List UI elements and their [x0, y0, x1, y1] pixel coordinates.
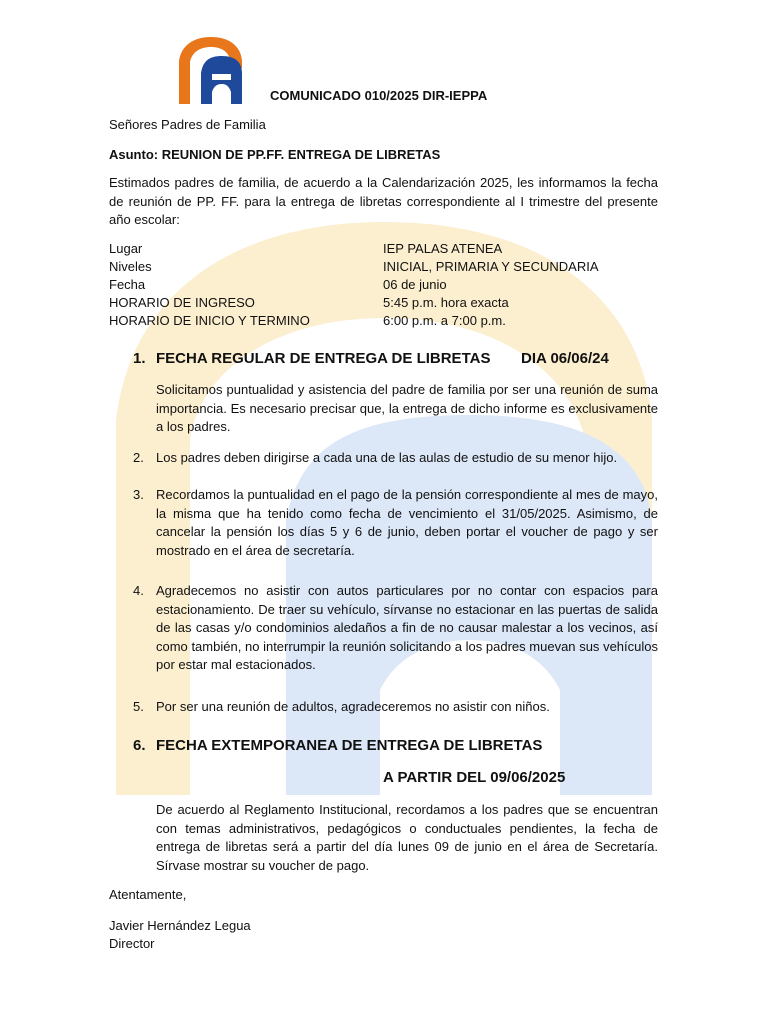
item-6-number: 6. [133, 737, 146, 754]
detail-value-lugar: IEP PALAS ATENEA [383, 241, 503, 256]
item-2-number: 2. [133, 450, 144, 465]
signature-role: Director [109, 936, 155, 951]
item-4-text: Agradecemos no asistir con autos particulares por no contar con espacios para estacionamiento. De traer su vehículo, sírvanse no estacionar en las puertas de salida de las casas y/o condominios aledaños a fin de no causar malestar a los vecinos, así como también, no interrumpir la reunión solicitando a los padres muevan sus vehículos por estar mal estacionados. [156, 583, 658, 672]
detail-label-fecha: Fecha [109, 277, 146, 292]
subject-line: Asunto: REUNION DE PP.FF. ENTREGA DE LIBRETAS [109, 147, 441, 162]
signature-name: Javier Hernández Legua [109, 918, 251, 933]
item-1-text: Solicitamos puntualidad y asistencia del padre de familia por ser una reunión de suma importancia. Es necesario precisar que, la entrega de dicho informe es exclusivamente a los padres. [156, 382, 658, 434]
item-1-heading: FECHA REGULAR DE ENTREGA DE LIBRETAS [156, 350, 491, 367]
detail-label-lugar: Lugar [109, 241, 143, 256]
school-logo [179, 37, 243, 105]
detail-value-ingreso: 5:45 p.m. hora exacta [383, 295, 509, 310]
intro-paragraph: Estimados padres de familia, de acuerdo a la Calendarización 2025, les informamos la fecha de reunión de PP. FF. para la entrega de libretas correspondiente al I trimestre del presente año escolar: [109, 175, 658, 227]
closing: Atentamente, [109, 887, 187, 902]
detail-label-niveles: Niveles [109, 259, 152, 274]
document-title: COMUNICADO 010/2025 DIR-IEPPA [270, 88, 488, 103]
item-6-heading: FECHA EXTEMPORANEA DE ENTREGA DE LIBRETAS [156, 737, 543, 754]
item-5-text: Por ser una reunión de adultos, agradeceremos no asistir con niños. [156, 699, 550, 714]
detail-label-horario: HORARIO DE INICIO Y TERMINO [109, 313, 310, 328]
item-1-date: DIA 06/06/24 [521, 350, 609, 367]
detail-value-niveles: INICIAL, PRIMARIA Y SECUNDARIA [383, 259, 599, 274]
item-3-number: 3. [133, 487, 144, 502]
salutation: Señores Padres de Familia [109, 117, 266, 132]
item-6-date: A PARTIR DEL 09/06/2025 [383, 769, 566, 786]
logo-blue-bar [212, 74, 231, 80]
item-3-text: Recordamos la puntualidad en el pago de la pensión correspondiente al mes de mayo, la misma que ha tenido como fecha de vencimiento el 31/05/2025. Asimismo, de cancelar la pensión los días 5 y 6 de junio, deben portar el voucher de pago y ser mostrado en el área de secretaría. [156, 487, 658, 558]
detail-value-horario: 6:00 p.m. a 7:00 p.m. [383, 313, 506, 328]
item-6-text: De acuerdo al Reglamento Institucional, recordamos a los padres que se encuentran con temas administrativos, pedagógicos o conductuales pendientes, la fecha de entrega de libretas será a partir del día lunes 09 de junio en el área de Secretaría. Sírvase mostrar su voucher de pago. [156, 802, 658, 873]
item-1-number: 1. [133, 350, 146, 367]
item-4-number: 4. [133, 583, 144, 598]
item-2-text: Los padres deben dirigirse a cada una de las aulas de estudio de su menor hijo. [156, 450, 618, 465]
item-5-number: 5. [133, 699, 144, 714]
detail-value-fecha: 06 de junio [383, 277, 447, 292]
detail-label-ingreso: HORARIO DE INGRESO [109, 295, 255, 310]
